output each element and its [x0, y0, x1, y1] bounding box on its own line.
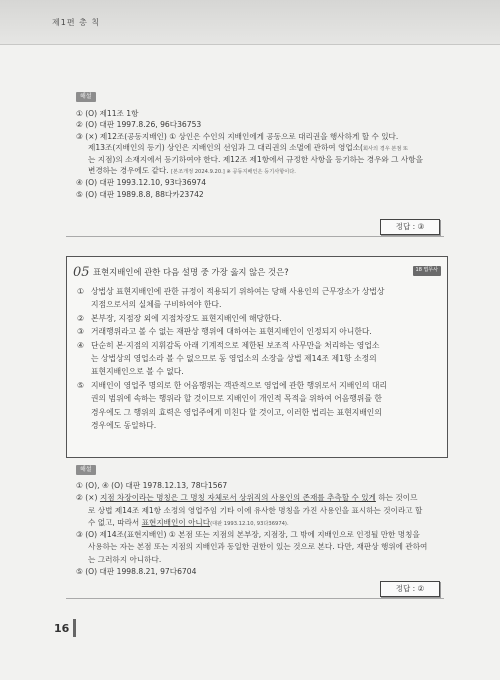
choice-1[interactable] — [77, 285, 441, 312]
underlined-text: 표현지배인이 아니다 — [141, 517, 211, 527]
explanation-text: 수 없고, 따라서 — [88, 517, 142, 527]
explanation-text: ② (×) — [76, 493, 100, 503]
explanation-line: ① (O) 제11조 1항 — [76, 109, 139, 118]
explanation-line — [76, 517, 448, 529]
choice-list — [77, 285, 441, 432]
explanation-line: ⑤ (O) 대판 1998.8.21, 97다6704 — [76, 567, 197, 577]
explanation-text: 하는 것이므 — [375, 493, 418, 503]
choice-text: 지점으로서의 실체를 구비하여야 한다. — [91, 300, 222, 310]
explanation-list — [76, 108, 446, 200]
underlined-text: 지점 차장이라는 명칭은 그 명칭 자체로서 상위직의 사용인의 존재를 추측할 수 있게 — [99, 493, 376, 503]
choice-text: 경우에도 그 행위의 효력은 영업주에게 미친다 할 것이고, 이러한 법리는 표현지배인의 — [91, 407, 382, 417]
explanation-small-text: [본조개정 2024.9.20.] ※ 공동지배인은 등기사항이다. — [171, 169, 296, 176]
divider — [66, 236, 444, 237]
explanation-text: 제13조(지배인의 등기) 상인은 지배인의 선임과 그 대리권의 소멸에 관하여 영업소( — [88, 143, 364, 153]
chapter-title: 제1편 총 칙 — [52, 18, 101, 27]
explanation-line: ① (O), ④ (O) 대판 1978.12.13, 78다1567 — [76, 481, 228, 490]
choice-text: 본부장, 지점장 외에 지점차장도 표현지배인에 해당한다. — [91, 313, 282, 323]
explanation-line: 는 지점)의 소재지에서 등기하여야 한다. 제12조 제1항에서 규정한 사항을 등기하는 경우와 그 사항을 — [88, 154, 423, 164]
choice-text: 상법상 표현지배인에 관한 규정이 적용되기 위하여는 당해 사용인의 근무장소가 상법상 — [91, 287, 385, 296]
choice-3[interactable] — [77, 325, 441, 338]
question-box — [66, 256, 448, 458]
choice-text: 지배인이 영업주 명의로 한 어음행위는 객관적으로 영업에 관한 행위로서 지배인의 대리 — [91, 380, 387, 390]
choice-text: 거래행위라고 볼 수 없는 재판상 행위에 대하여는 표현지배인이 인정되지 아니한다. — [91, 327, 372, 337]
explanation-line: 사용하는 자는 본점 또는 지점의 지배인과 동일한 권한이 있는 것으로 본다. 다만, 재판상 행위에 관하여 — [88, 542, 428, 552]
explanation-line: ③ (O) 제14조(표현지배인) ① 본점 또는 지점의 본부장, 지점장, 그 밖에 지배인으로 인정될 만한 명칭을 — [76, 530, 420, 540]
question-number: 05 — [73, 265, 90, 280]
page-number-bar — [73, 619, 76, 637]
explanation-line: ③ (×) 제12조(공동지배인) ① 상인은 수인의 지배인에게 공동으로 대리권을 행사하게 할 수 있다. — [76, 131, 399, 141]
choice-number: ⑤ — [77, 380, 84, 390]
explanation-block-1 — [76, 90, 446, 200]
explanation-small-text: (대판 1993.12.10, 93다36974). — [210, 520, 289, 527]
answer-box-2: 정답 : ② — [380, 581, 440, 597]
page-header — [0, 0, 500, 45]
explanation-line — [76, 492, 448, 504]
explanation-line: ⑤ (O) 대판 1989.8.8, 88다카23742 — [76, 189, 204, 199]
explanation-line: 로 상법 제14조 제1항 소정의 영업주임 기타 이에 유사한 명칭을 가진 사용인을 표시하는 것이라고 할 — [88, 505, 423, 515]
explanation-line: ④ (O) 대판 1993.12.10, 93다36974 — [76, 178, 207, 188]
divider — [66, 598, 444, 599]
explanation-line: 는 그러하지 아니하다. — [88, 554, 162, 564]
choice-number: ③ — [77, 327, 84, 337]
explanation-tag: 해설 — [76, 92, 96, 102]
choice-number: ② — [77, 313, 84, 323]
explanation-line — [76, 165, 446, 177]
choice-text: 는 상법상의 영업소라 볼 수 없으므로 동 영업소의 소장을 상법 제14조 제1항 소정의 — [91, 354, 377, 364]
choice-text: 권의 범위에 속하는 행위라 할 것이므로 지배인이 개인적 목적을 위하여 어음행위를 한 — [91, 394, 382, 404]
explanation-line: ② (O) 대판 1997.8.26, 96다36753 — [76, 120, 202, 130]
question-text: 표현지배인에 관한 다음 설명 중 가장 옳지 않은 것은? — [93, 267, 289, 277]
page-number: 16 — [54, 622, 70, 635]
explanation-line — [76, 142, 446, 154]
explanation-small-text: 회사의 경우 본점 또 — [363, 146, 409, 153]
explanation-tag: 해설 — [76, 465, 96, 475]
choice-5[interactable] — [77, 379, 441, 433]
choice-text: 표현지배인으로 볼 수 없다. — [91, 367, 184, 377]
choice-number: ① — [77, 287, 84, 296]
choice-text: 경우에도 동일하다. — [91, 421, 157, 431]
choice-4[interactable] — [77, 339, 441, 379]
choice-text: 단순히 본·지점의 지휘감독 아래 기계적으로 제한된 보조적 사무만을 처리하는 영업소 — [91, 340, 380, 350]
answer-box-1: 정답 : ③ — [380, 219, 440, 235]
exam-source-badge: 18 법무사 — [413, 266, 441, 276]
choice-number: ④ — [77, 340, 84, 350]
explanation-text: 변경하는 경우에도 같다. — [88, 166, 169, 176]
choice-2[interactable] — [77, 312, 441, 325]
explanation-block-2 — [76, 463, 448, 578]
explanation-list — [76, 480, 448, 578]
